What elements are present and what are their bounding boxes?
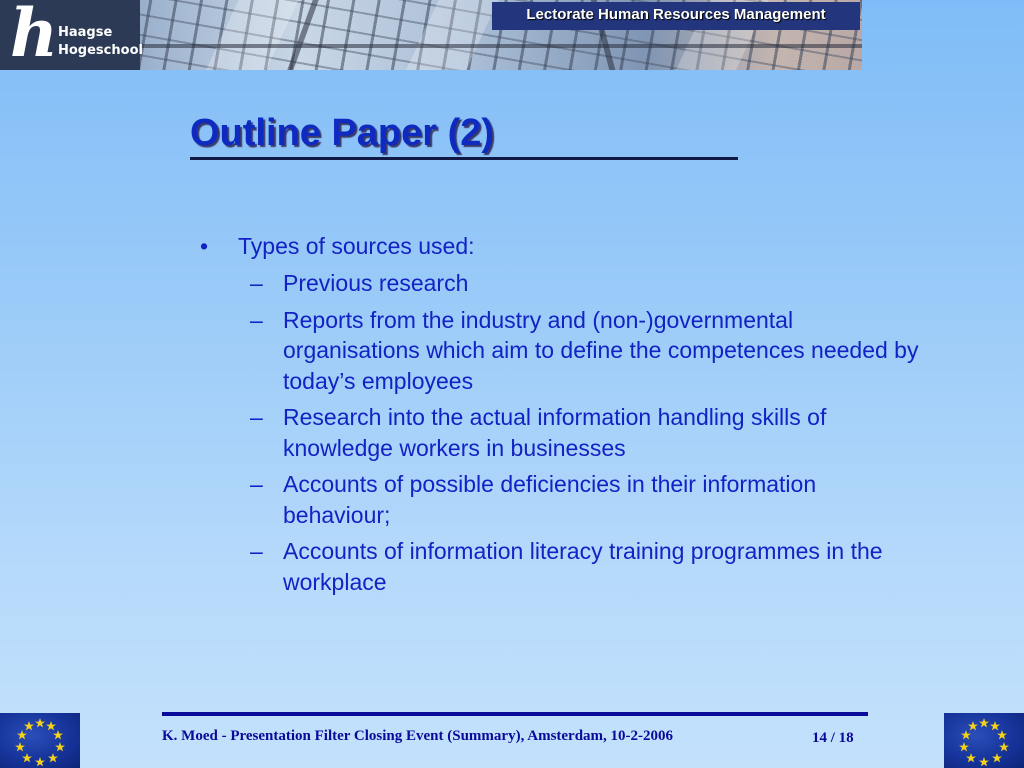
slide-title: Outline Paper (2) xyxy=(190,112,495,154)
logo-line-1: Haagse xyxy=(58,25,113,40)
footer-caption: K. Moed - Presentation Filter Closing Event (Summary), Amsterdam, 10-2-2006 xyxy=(162,728,674,744)
footer-rule xyxy=(162,712,868,716)
slide-content xyxy=(198,230,928,603)
banner-beam-decoration xyxy=(140,44,862,48)
sub-bullet-text: Accounts of information literacy training programmes in the workplace xyxy=(283,538,883,595)
school-logo xyxy=(0,0,143,70)
sub-bullet-list xyxy=(244,268,928,597)
sub-bullet-mark: – xyxy=(250,471,263,497)
header-banner xyxy=(0,0,862,70)
sub-bullet-mark: – xyxy=(250,306,263,333)
page-number: 14 / 18 xyxy=(812,730,854,746)
sub-bullet-item xyxy=(244,469,928,530)
bullet-mark: • xyxy=(200,233,209,259)
sub-bullet-item xyxy=(244,268,928,299)
eu-flag-icon xyxy=(944,713,1024,768)
sub-bullet-item xyxy=(244,402,928,463)
bullet-text: Types of sources used: xyxy=(238,233,475,259)
title-underline xyxy=(190,157,738,160)
banner-glass-decoration xyxy=(392,0,508,70)
lectorate-label: Lectorate Human Resources Management xyxy=(492,2,860,30)
sub-bullet-mark: – xyxy=(250,270,263,296)
eu-flag-icon xyxy=(0,713,80,768)
sub-bullet-mark: – xyxy=(250,404,263,430)
sub-bullet-mark: – xyxy=(250,538,263,564)
logo-h-icon: h xyxy=(10,0,58,70)
logo-line-2: Hogeschool xyxy=(58,43,143,58)
sub-bullet-text: Reports from the industry and (non-)governmental organisations which aim to define the competences needed by today’s employees xyxy=(283,306,919,394)
eu-stars-icon xyxy=(0,713,80,768)
eu-stars-icon xyxy=(944,713,1024,768)
sub-bullet-item xyxy=(244,305,928,397)
sub-bullet-text: Accounts of possible deficiencies in their information behaviour; xyxy=(283,471,817,528)
bullet-item xyxy=(198,230,928,262)
sub-bullet-item xyxy=(244,536,928,597)
sub-bullet-text: Previous research xyxy=(283,270,469,296)
logo-wordmark xyxy=(58,24,143,60)
sub-bullet-text: Research into the actual information handling skills of knowledge workers in businesses xyxy=(283,404,827,461)
